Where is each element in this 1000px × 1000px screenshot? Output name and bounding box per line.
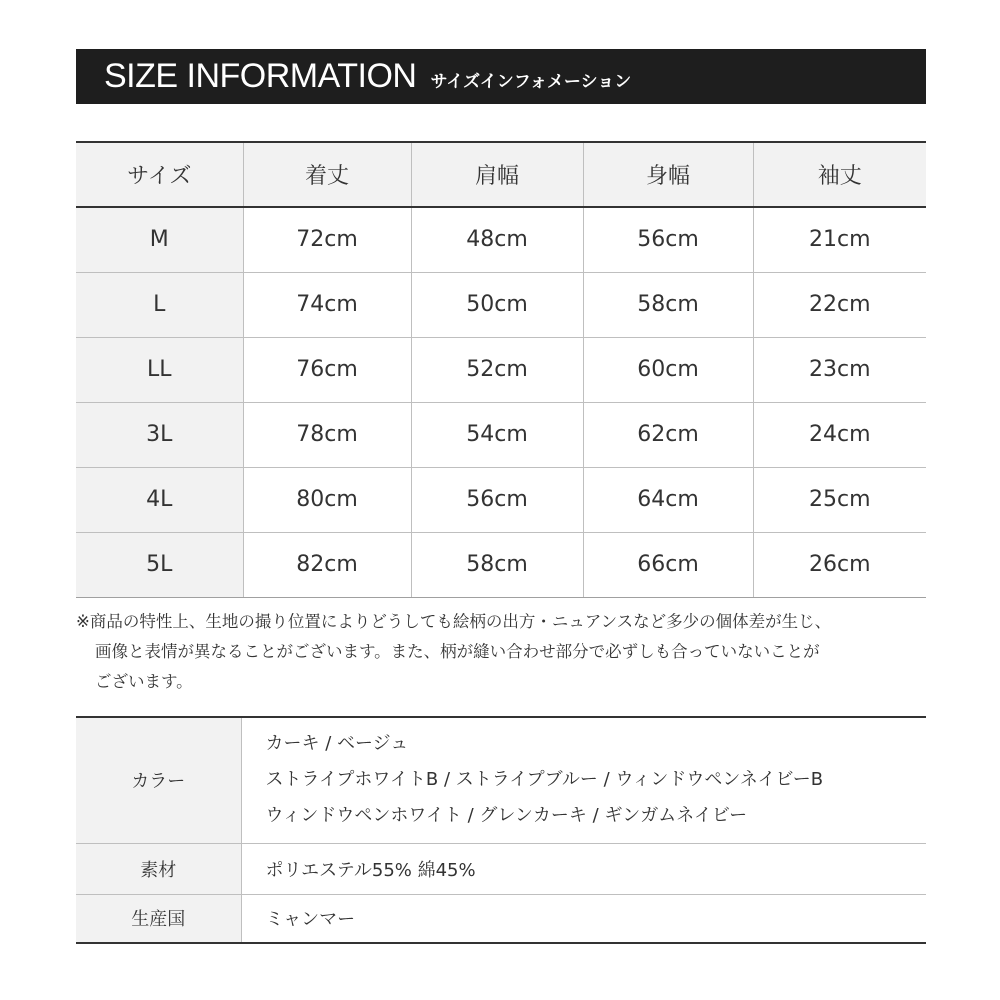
material-value: ポリエステル55% 綿45%: [241, 843, 926, 894]
column-header-length: 着丈: [243, 142, 411, 207]
table-row: [76, 207, 926, 272]
column-header-shoulder: 肩幅: [411, 142, 583, 207]
material-label: 素材: [76, 843, 241, 894]
shoulder-cell: 52cm: [411, 337, 583, 402]
color-line: カーキ / ベージュ: [265, 733, 409, 755]
note-line: 画像と表情が異なることがございます。また、柄が縫い合わせ部分で必ずしも合っていないことが: [95, 642, 820, 661]
size-cell: 3L: [76, 402, 243, 467]
sleeve-cell: 21cm: [753, 207, 926, 272]
sleeve-cell: 24cm: [753, 402, 926, 467]
color-label: カラー: [76, 717, 241, 843]
size-cell: LL: [76, 337, 243, 402]
shoulder-cell: 48cm: [411, 207, 583, 272]
origin-label: 生産国: [76, 894, 241, 943]
origin-value: ミャンマー: [265, 909, 356, 931]
length-cell: 82cm: [243, 532, 411, 597]
info-row-material: [76, 843, 926, 894]
table-row: [76, 467, 926, 532]
length-cell: 78cm: [243, 402, 411, 467]
color-line: ストライプホワイトB / ストライプブルー / ウィンドウペンネイビーB: [265, 769, 824, 791]
shoulder-cell: 50cm: [411, 272, 583, 337]
width-cell: 60cm: [583, 337, 753, 402]
column-header-width: 身幅: [583, 142, 753, 207]
size-cell: M: [76, 207, 243, 272]
size-table: [76, 141, 926, 598]
size-cell: L: [76, 272, 243, 337]
width-cell: 66cm: [583, 532, 753, 597]
length-cell: 72cm: [243, 207, 411, 272]
color-value: [241, 717, 926, 843]
length-cell: 80cm: [243, 467, 411, 532]
note-line: ※商品の特性上、生地の撮り位置によりどうしても絵柄の出方・ニュアンスなど多少の個体差が生じ、: [76, 612, 832, 631]
sleeve-cell: 22cm: [753, 272, 926, 337]
product-note: [76, 607, 931, 697]
width-cell: 64cm: [583, 467, 753, 532]
length-cell: 74cm: [243, 272, 411, 337]
note-line: ございます。: [95, 672, 193, 691]
table-row: [76, 272, 926, 337]
info-row-color: [76, 717, 926, 843]
table-row: [76, 532, 926, 597]
product-info-table: [76, 716, 926, 944]
size-table-header-row: [76, 142, 926, 207]
column-header-size: サイズ: [76, 142, 243, 207]
size-cell: 4L: [76, 467, 243, 532]
sleeve-cell: 23cm: [753, 337, 926, 402]
width-cell: 62cm: [583, 402, 753, 467]
column-header-sleeve: 袖丈: [753, 142, 926, 207]
size-cell: 5L: [76, 532, 243, 597]
color-line: ウィンドウペンホワイト / グレンカーキ / ギンガムネイビー: [265, 805, 748, 827]
shoulder-cell: 56cm: [411, 467, 583, 532]
shoulder-cell: 58cm: [411, 532, 583, 597]
info-row-origin: [76, 894, 926, 943]
width-cell: 58cm: [583, 272, 753, 337]
shoulder-cell: 54cm: [411, 402, 583, 467]
sleeve-cell: 25cm: [753, 467, 926, 532]
header-title: SIZE INFORMATION: [104, 57, 417, 95]
table-row: [76, 337, 926, 402]
header-subtitle: サイズインフォメーション: [430, 72, 632, 92]
size-information-header: [76, 49, 926, 104]
width-cell: 56cm: [583, 207, 753, 272]
length-cell: 76cm: [243, 337, 411, 402]
sleeve-cell: 26cm: [753, 532, 926, 597]
table-row: [76, 402, 926, 467]
